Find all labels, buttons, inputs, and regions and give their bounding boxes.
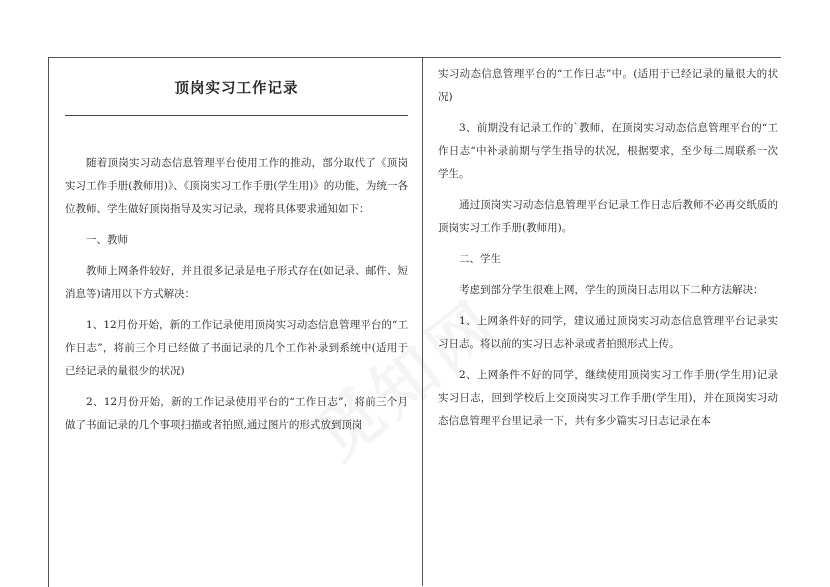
heading-student: 二、学生 xyxy=(459,253,501,265)
document-title: 顶岗实习工作记录 xyxy=(174,81,299,97)
paragraph-student-item-1: 1、上网条件好的同学，建议通过顶岗实习动态信息管理平台记录实习日志。将以前的实习日志补录或者拍照形式上传。 xyxy=(438,315,778,350)
column-divider xyxy=(422,57,423,586)
paragraph-teacher-item-2: 2、12月份开始，新的工作记录使用平台的“工作日志”，将前三个月做了书面记录的几个事项扫描或者拍照,通过图片的形式放到顶岗 xyxy=(65,396,408,431)
title-rule xyxy=(65,115,408,116)
paragraph-intro: 随着顶岗实习动态信息管理平台使用工作的推动，部分取代了《顶岗实习工作手册(教师用)》、《顶岗实习工作手册(学生用)》的功能，为统一各位教师、学生做好顶岗指导及实习记录，现将具体要求通知如下： xyxy=(65,157,408,215)
paragraph-teacher-conditions: 教师上网条件较好，并且很多记录是电子形式存在(如记录、邮件、短消息等)请用以下方式解决： xyxy=(65,265,408,300)
paragraph-student-intro: 考虑到部分学生很难上网，学生的顶岗日志用以下二种方法解决： xyxy=(459,284,764,296)
left-column xyxy=(65,58,408,437)
right-column xyxy=(438,58,778,433)
paragraph-teacher-item-1: 1、12月份开始，新的工作记录使用顶岗实习动态信息管理平台的“工作日志”，将前三个月已经做了书面记录的几个工作补录到系统中(适用于已经记录的量很少的状况) xyxy=(65,319,408,377)
paragraph-teacher-item-3: 3、前期没有记录工作的`教师，在顶岗实习动态信息管理平台的“工作日志“中补录前期与学生指导的状况，根据要求，至少每二周联系一次学生。 xyxy=(438,122,778,180)
paragraph-teacher-note: 通过顶岗实习动态信息管理平台记录工作日志后教师不必再交纸质的顶岗实习工作手册(教师用)。 xyxy=(438,199,778,234)
heading-teacher: 一、教师 xyxy=(86,234,128,246)
paragraph-continued: 实习动态信息管理平台的“工作日志”中。(适用于已经记录的量很大的状况) xyxy=(438,68,778,103)
paragraph-student-item-2: 2、上网条件不好的同学，继续使用顶岗实习工作手册(学生用)记录实习日志，回到学校后上交顶岗实习工作手册(学生用)，并在顶岗实习动态信息管理平台里记录一下，共有多少篇实习日志记录在本 xyxy=(438,369,778,427)
